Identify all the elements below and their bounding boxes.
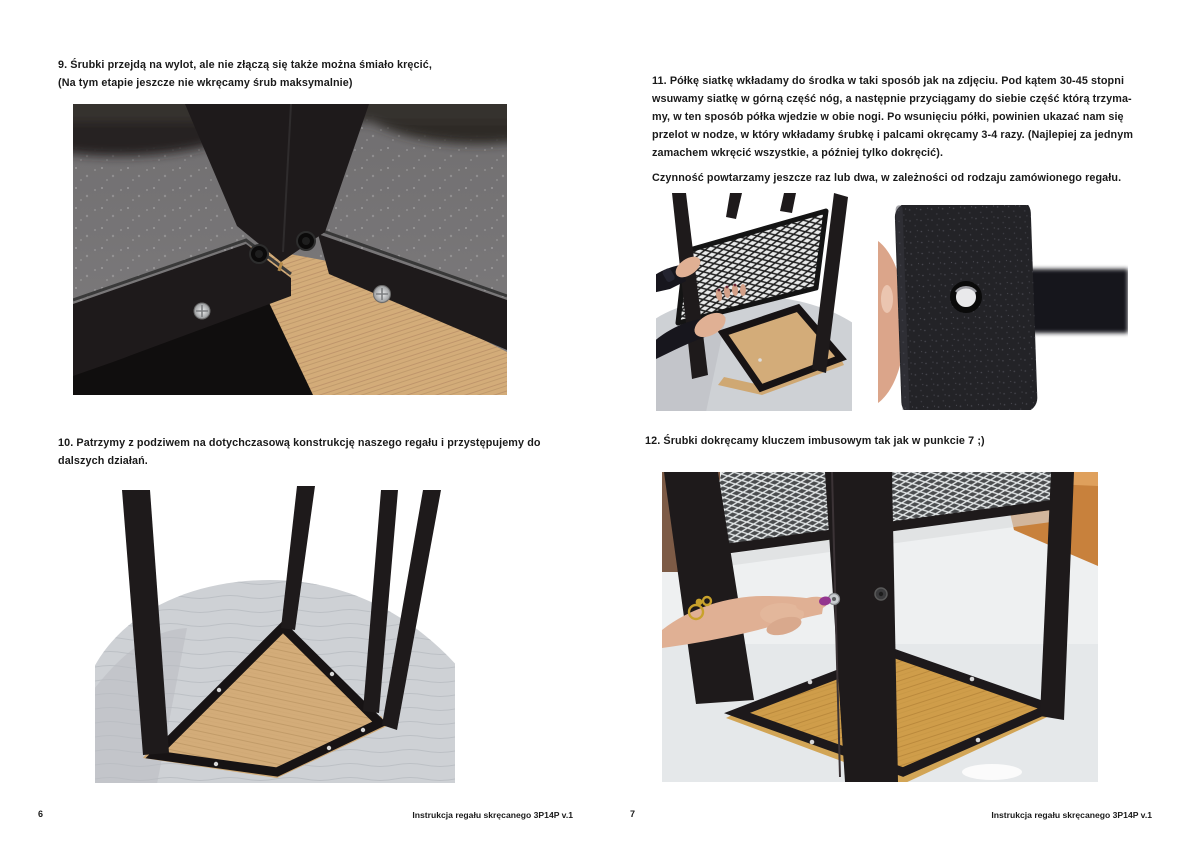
step-10-line-1: 10. Patrzymy z podziwem na dotychczasową konstrukcję naszego regału i przystępujemy do — [58, 437, 541, 449]
step-10-text — [58, 434, 541, 470]
photo-screwing-by-hand — [662, 472, 1098, 782]
step-11-line-5: zamachem wkręcić wszystkie, a później tylko dokręcić). — [652, 147, 944, 159]
step-11-line-2: wsuwamy siatkę w górną część nóg, a następnie przyciągamy do siebie część którą trzyma- — [652, 93, 1132, 105]
step-10-line-2: dalszych działań. — [58, 455, 148, 467]
photo-frame-on-foam — [95, 478, 455, 783]
step-9-line-1: 9. Śrubki przejdą na wylot, ale nie złączą się także można śmiało kręcić, — [58, 59, 432, 71]
white-cloth — [962, 764, 1022, 780]
page-number-right: 7 — [630, 809, 636, 819]
photo-hole-closeup — [878, 205, 1128, 410]
step-11-paragraph-2: Czynność powtarzamy jeszcze raz lub dwa, w zależności od rodzaju zamówionego regału. — [652, 172, 1122, 184]
footer-title-right: Instrukcja regału skręcanego 3P14P v.1 — [991, 810, 1152, 820]
step-11-line-3: my, w ten sposób półka wjedzie w obie nogi. Po wsunięciu półki, powinien ukazać nam się — [652, 111, 1124, 123]
bolt-hole — [953, 284, 979, 310]
step-9-line-2: (Na tym etapie jeszcze nie wkręcamy śrub maksymalnie) — [58, 77, 353, 89]
step-11-line-4: przelot w nodze, w który wkładamy śrubkę i palcami okręcamy 3-4 razy. (Najlepiej za jednym — [652, 129, 1134, 141]
photo-corner-joint — [73, 104, 507, 395]
step-9-text — [58, 56, 432, 92]
step-11-text — [652, 72, 1133, 187]
step-12-text — [645, 432, 985, 450]
photo-mesh-insert — [656, 193, 852, 411]
footer-title-left: Instrukcja regału skręcanego 3P14P v.1 — [412, 810, 573, 820]
step-11-line-1: 11. Półkę siatkę wkładamy do środka w taki sposób jak na zdjęciu. Pod kątem 30-45 stopni — [652, 75, 1125, 87]
crossbar-blurred — [1026, 269, 1128, 333]
page-number-left: 6 — [38, 809, 44, 819]
bracelet-charm — [696, 599, 703, 606]
step-12-line-1: 12. Śrubki dokręcamy kluczem imbusowym tak jak w punkcie 7 ;) — [645, 435, 985, 447]
thumbnail — [881, 285, 893, 313]
